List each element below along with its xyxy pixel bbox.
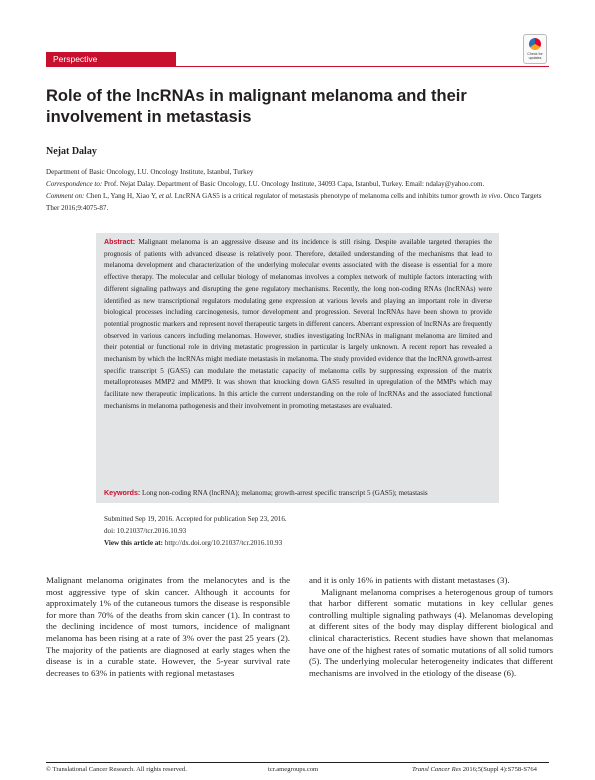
footer-citation-text: 2016;5(Suppl 4):S758-S764: [461, 766, 537, 773]
check-updates-label: Check for updates: [527, 52, 543, 60]
submission-dates: Submitted Sep 19, 2016. Accepted for publication Sep 23, 2016.: [104, 515, 287, 523]
comment-on: [46, 191, 554, 214]
body-paragraph: Malignant melanoma originates from the melanocytes and is the most aggressive type of skin cancer. Although it accounts for approximately 1% of the cutaneous tumors the disease is responsible for more than 70% of the deaths from skin cancer (1). In contrast to the declining incidence of most tumors, incidence of malignant melanoma has been rising at a rate of 3% over the past 25 years (2). The majority of the patients are diagnosed at early stages when the disease is in a curable state. However, the 5-year survival rate decreases to 63% in patients with regional metastases: [46, 575, 290, 678]
doi: doi: 10.21037/tcr.2016.10.93: [104, 527, 187, 535]
correspondence-text: Prof. Nejat Dalay. Department of Basic Oncology, I.U. Oncology Institute, 34093 Capa, Istanbul, Turkey. Email: ndalay@yahoo.com.: [102, 180, 485, 188]
view-article: [104, 537, 494, 549]
comment-et-al: et al.: [158, 192, 173, 200]
body-column-right: [309, 575, 553, 679]
section-tag: Perspective: [46, 52, 176, 66]
abstract-label: Abstract:: [104, 238, 136, 246]
correspondence-label: Correspondence to:: [46, 180, 103, 188]
keywords-text: Long non-coding RNA (lncRNA); melanoma; growth-arrest specific transcript 5 (GAS5); metastasis: [140, 489, 428, 497]
article-title: Role of the lncRNAs in malignant melanoma and their involvement in metastasis: [46, 87, 467, 126]
footer-journal: Transl Cancer Res: [412, 766, 462, 773]
body-column-left: [46, 575, 290, 679]
body-paragraph: Malignant melanoma comprises a heterogenous group of tumors that harbor different somatic mutations in key cellular genes controlling multiple signaling pathways (4). Melanomas developing at different sites of the body may display different biological and clinical characteristics. Recent studies have shown that melanomas have one of the highest rates of somatic mutations of all solid tumors (5). The underlying molecular heterogeneity indicates that different mechanisms are involved in the etiology of the disease (6).: [309, 586, 553, 678]
affiliation: Department of Basic Oncology, I.U. Oncology Institute, Istanbul, Turkey: [46, 168, 254, 176]
comment-in-vivo: in vivo: [481, 192, 501, 200]
comment-label: Comment on:: [46, 192, 85, 200]
footer-website-link[interactable]: tcr.amegroups.com: [268, 766, 319, 773]
comment-text-2: LncRNA GAS5 is a critical regulator of metastasis phenotype of melanoma cells and inhibits tumor growth: [172, 192, 482, 200]
article-dates: [104, 513, 494, 549]
footer-copyright: © Translational Cancer Research. All rights reserved.: [46, 766, 187, 773]
header-rule: [46, 66, 549, 67]
crossmark-icon: [529, 38, 541, 50]
keywords-label: Keywords:: [104, 489, 141, 497]
check-for-updates-badge[interactable]: [523, 34, 547, 64]
abstract: [104, 237, 492, 413]
comment-text-3: . Onco Targets Ther 2016;9:4075-87.: [46, 192, 542, 212]
author-name: Nejat Dalay: [46, 146, 97, 157]
correspondence: [46, 179, 554, 191]
footer-citation: [412, 766, 537, 773]
body-paragraph-continued: and it is only 16% in patients with distant metastases (3).: [309, 575, 510, 585]
view-label: View this article at:: [104, 539, 164, 547]
footer-rule: [46, 762, 549, 763]
view-url-link[interactable]: http://dx.doi.org/10.21037/tcr.2016.10.93: [163, 539, 283, 547]
abstract-text: Malignant melanoma is an aggressive disease and its incidence is still rising. Despite available targeted therapies the prognosis of patients with advanced disease is relatively poor. Therefore, detailed understanding of the mechanisms that lead to melanoma development and characterization of the underlying molecular events associated with the disease is essential for a more effective therapy. The molecular and cellular biology of melanomas involves a complex network of multiple factors interacting with different signaling pathways and disrupting the gene regulatory mechanisms. Recently, the long non-coding RNAs (lncRNAs) were identified as new transcriptional regulators modulating gene expression at various levels and playing an important role in diverse biological processes including carcinogenesis, tumor development and progression. Several lncRNAs have been shown to provide potential prognostic markers and represent novel therapeutic targets in different cancers. Aberrant expression of lncRNAs are frequently observed in various cancers including melanomas. However, studies investigating lncRNAs in malignant melanoma are limited and their potential or functional role in driving metastatic progression in particular is largely unknown. A recent report has revealed a mechanism by which the lncRNAs might mediate metastasis in melanoma. The study provided evidence that the lncRNA growth-arrest specific transcript 5 (GAS5) can modulate the metastatic capacity of melanoma cells by suppressing expression of the matrix metalloproteases MMP2 and MMP9. It was shown that knocking down GAS5 resulted in upregulation of the MMPs which may facilitate new therapeutic implications. In this article the current understanding on the role of lncRNAs and the associated functional mechanisms in melanoma pathogenesis and their involvement in promoting metastases are evaluated.: [104, 238, 492, 410]
keywords: [104, 488, 494, 499]
comment-text-1: Chen L, Yang H, Xiao Y,: [84, 192, 159, 200]
